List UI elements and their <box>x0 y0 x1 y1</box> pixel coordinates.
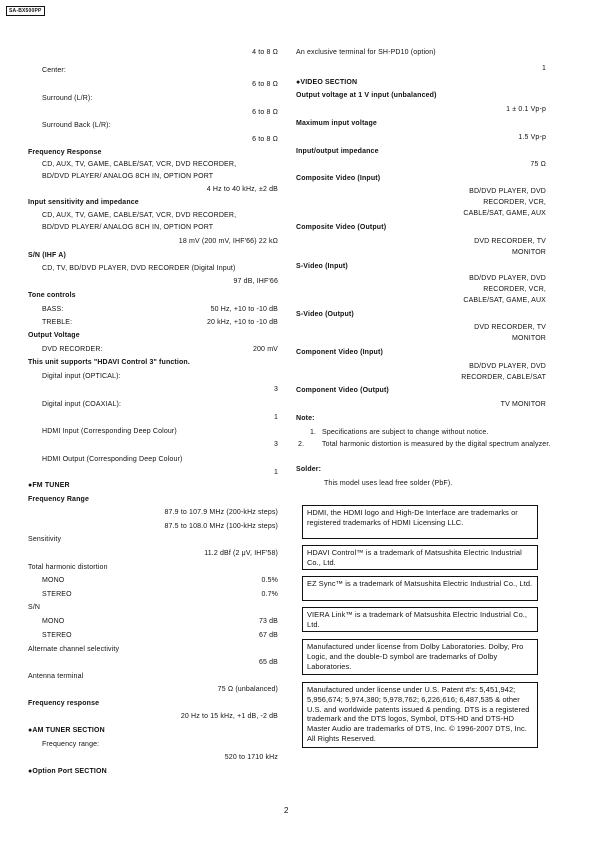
sn2-stereo-value: 67 dB <box>258 632 278 639</box>
solder-heading: Solder: <box>296 466 322 473</box>
sn-value: 97 dB, IHF'66 <box>233 278 278 285</box>
composite-out-heading: Composite Video (Output) <box>296 224 387 231</box>
component-out-value: TV MONITOR <box>500 401 546 408</box>
svideo-in-heading: S-Video (Input) <box>296 263 348 270</box>
note-number: 2. <box>298 441 305 448</box>
note-number: 1. <box>310 429 317 436</box>
surround-back-value: 6 to 8 Ω <box>252 136 278 143</box>
svideo-out-line2: MONITOR <box>512 335 546 342</box>
digital-coaxial-value: 1 <box>273 414 278 421</box>
am-freq-value: 520 to 1710 kHz <box>224 754 278 761</box>
composite-out-line1: DVD RECORDER, TV <box>474 238 546 245</box>
freq-response-line1: CD, AUX, TV, GAME, CABLE/SAT, VCR, DVD RECORDER, <box>42 161 237 168</box>
input-sensitivity-heading: Input sensitivity and impedance <box>28 199 139 206</box>
sensitivity-label: Sensitivity <box>28 536 62 543</box>
hdmi-output-value: 1 <box>273 469 278 476</box>
note-text: Total harmonic distortion is measured by the digital spectrum analyzer. <box>322 441 551 448</box>
note-item-1 <box>310 428 546 437</box>
sn2-stereo-label: STEREO <box>42 632 72 639</box>
thd-stereo-label: STEREO <box>42 591 72 598</box>
composite-in-line3: CABLE/SAT, GAME, AUX <box>463 210 546 217</box>
max-input-heading: Maximum input voltage <box>296 120 377 127</box>
trademark-box-hdmi: HDMI, the HDMI logo and High-De Interface are trademarks or registered trademarks of HDMI Licensing LLC. <box>302 505 538 539</box>
hdmi-output-label: HDMI Output (Corresponding Deep Colour) <box>42 456 183 463</box>
sn2-label: S/N <box>28 604 41 611</box>
composite-in-heading: Composite Video (Input) <box>296 175 381 182</box>
center-label: Center: <box>42 67 67 74</box>
fm-freq-range-heading: Frequency Range <box>28 496 89 503</box>
composite-in-line1: BD/DVD PLAYER, DVD <box>469 188 546 195</box>
svideo-in-line1: BD/DVD PLAYER, DVD <box>469 275 546 282</box>
fm-freq-response-value: 20 Hz to 15 kHz, +1 dB, -2 dB <box>180 713 278 720</box>
digital-coaxial-label: Digital input (COAXIAL): <box>42 401 122 408</box>
option-port-heading: ●Option Port SECTION <box>28 768 107 775</box>
trademark-box-viera: VIERA Link™ is a trademark of Matsushita Electric Industrial Co., Ltd. <box>302 607 538 632</box>
center-value: 6 to 8 Ω <box>252 81 278 88</box>
treble-label: TREBLE: <box>42 319 73 326</box>
io-impedance-value: 75 Ω <box>530 161 546 168</box>
fm-tuner-heading: ●FM TUNER <box>28 482 70 489</box>
sensitivity-value: 11.2 dBf (2 μV, IHF'58) <box>204 550 278 557</box>
composite-in-line2: RECORDER, VCR, <box>483 199 546 206</box>
note-heading: Note: <box>296 415 315 422</box>
am-tuner-heading: ●AM TUNER SECTION <box>28 727 105 734</box>
antenna-label: Antenna terminal <box>28 673 84 680</box>
trademark-box-dolby: Manufactured under license from Dolby Laboratories. Dolby, Pro Logic, and the double-D symbol are trademarks of Dolby Laboratories. <box>302 639 538 675</box>
svideo-out-line1: DVD RECORDER, TV <box>474 324 546 331</box>
alt-channel-label: Alternate channel selectivity <box>28 646 120 653</box>
freq-response-heading: Frequency Response <box>28 149 102 156</box>
io-impedance-heading: Input/output impedance <box>296 148 379 155</box>
bass-label: BASS: <box>42 306 64 313</box>
alt-channel-value: 65 dB <box>258 659 278 666</box>
trademark-box-dts: Manufactured under license under U.S. Patent #'s: 5,451,942; 5,956,674; 5,974,380; 5,978,762; 6,226,616; 6,487,535 & other U.S. and worldwide patents issued & pending. DTS is a registered trademark and the DTS logos, Symbol, DTS-HD and DTS-HD Master Audio are trademarks of DTS, Inc. © 1996-2007 DTS, Inc. All Rights Reserved. <box>302 682 538 748</box>
trademark-box-hdavi: HDAVI Control™ is a trademark of Matsushita Electric Industrial Co., Ltd. <box>302 545 538 570</box>
bass-value: 50 Hz, +10 to -10 dB <box>210 306 278 313</box>
svideo-out-heading: S-Video (Output) <box>296 311 354 318</box>
digital-optical-value: 3 <box>273 386 278 393</box>
max-input-value: 1.5 Vp-p <box>518 134 546 141</box>
freq-response-line2: BD/DVD PLAYER/ ANALOG 8CH IN, OPTION PORT <box>42 173 214 180</box>
page-number: 2 <box>284 806 289 815</box>
surround-back-label: Surround Back (L/R): <box>42 122 111 129</box>
treble-value: 20 kHz, +10 to -10 dB <box>206 319 278 326</box>
component-in-heading: Component Video (Input) <box>296 349 383 356</box>
fm-freq-value-2: 87.5 to 108.0 MHz (100-kHz steps) <box>164 523 278 530</box>
sn2-mono-label: MONO <box>42 618 65 625</box>
hdmi-input-value: 3 <box>273 441 278 448</box>
thd-mono-label: MONO <box>42 577 65 584</box>
component-in-line2: RECORDER, CABLE/SAT <box>461 374 546 381</box>
input-sensitivity-line2: BD/DVD PLAYER/ ANALOG 8CH IN, OPTION PORT <box>42 224 214 231</box>
front-impedance-value: 4 to 8 Ω <box>252 49 278 56</box>
dvd-recorder-label: DVD RECORDER: <box>42 346 103 353</box>
output-voltage-heading: Output Voltage <box>28 332 80 339</box>
video-section-heading: ●VIDEO SECTION <box>296 79 358 86</box>
trademark-box-ezsync: EZ Sync™ is a trademark of Matsushita Electric Industrial Co., Ltd. <box>302 576 538 601</box>
surround-value: 6 to 8 Ω <box>252 109 278 116</box>
fm-freq-response-heading: Frequency response <box>28 700 100 707</box>
note-text: Specifications are subject to change without notice. <box>322 429 489 436</box>
component-in-line1: BD/DVD PLAYER, DVD <box>469 363 546 370</box>
model-tag: SA-BX500PP <box>6 6 45 16</box>
thd-mono-value: 0.5% <box>261 577 278 584</box>
input-sensitivity-value: 18 mV (200 mV, IHF'66) 22 kΩ <box>178 238 278 245</box>
output-voltage-heading: Output voltage at 1 V input (unbalanced) <box>296 92 437 99</box>
antenna-value: 75 Ω (unbalanced) <box>217 686 278 693</box>
solder-text: This model uses lead free solder (PbF). <box>324 480 453 487</box>
tone-controls-heading: Tone controls <box>28 292 76 299</box>
composite-out-line2: MONITOR <box>512 249 546 256</box>
note-item-2 <box>298 440 558 449</box>
component-out-heading: Component Video (Output) <box>296 387 389 394</box>
sn-heading: S/N (IHF A) <box>28 252 66 259</box>
dvd-recorder-value: 200 mV <box>252 346 278 353</box>
hdavi-heading: This unit supports "HDAVI Control 3" function. <box>28 359 190 366</box>
exclusive-terminal-label: An exclusive terminal for SH-PD10 (option) <box>296 49 436 56</box>
sn-line: CD, TV, BD/DVD PLAYER, DVD RECORDER (Digital Input) <box>42 265 236 272</box>
am-freq-label: Frequency range: <box>42 741 100 748</box>
freq-response-value: 4 Hz to 40 kHz, ±2 dB <box>206 186 278 193</box>
fm-freq-value-1: 87.9 to 107.9 MHz (200-kHz steps) <box>164 509 278 516</box>
output-voltage-value: 1 ± 0.1 Vp-p <box>506 106 546 113</box>
input-sensitivity-line1: CD, AUX, TV, GAME, CABLE/SAT, VCR, DVD RECORDER, <box>42 212 237 219</box>
sn2-mono-value: 73 dB <box>258 618 278 625</box>
surround-label: Surround (L/R): <box>42 95 93 102</box>
hdmi-input-label: HDMI Input (Corresponding Deep Colour) <box>42 428 177 435</box>
thd-label: Total harmonic distortion <box>28 564 108 571</box>
digital-optical-label: Digital input (OPTICAL): <box>42 373 121 380</box>
svideo-in-line3: CABLE/SAT, GAME, AUX <box>463 297 546 304</box>
svideo-in-line2: RECORDER, VCR, <box>483 286 546 293</box>
thd-stereo-value: 0.7% <box>261 591 278 598</box>
exclusive-terminal-value: 1 <box>541 65 546 72</box>
